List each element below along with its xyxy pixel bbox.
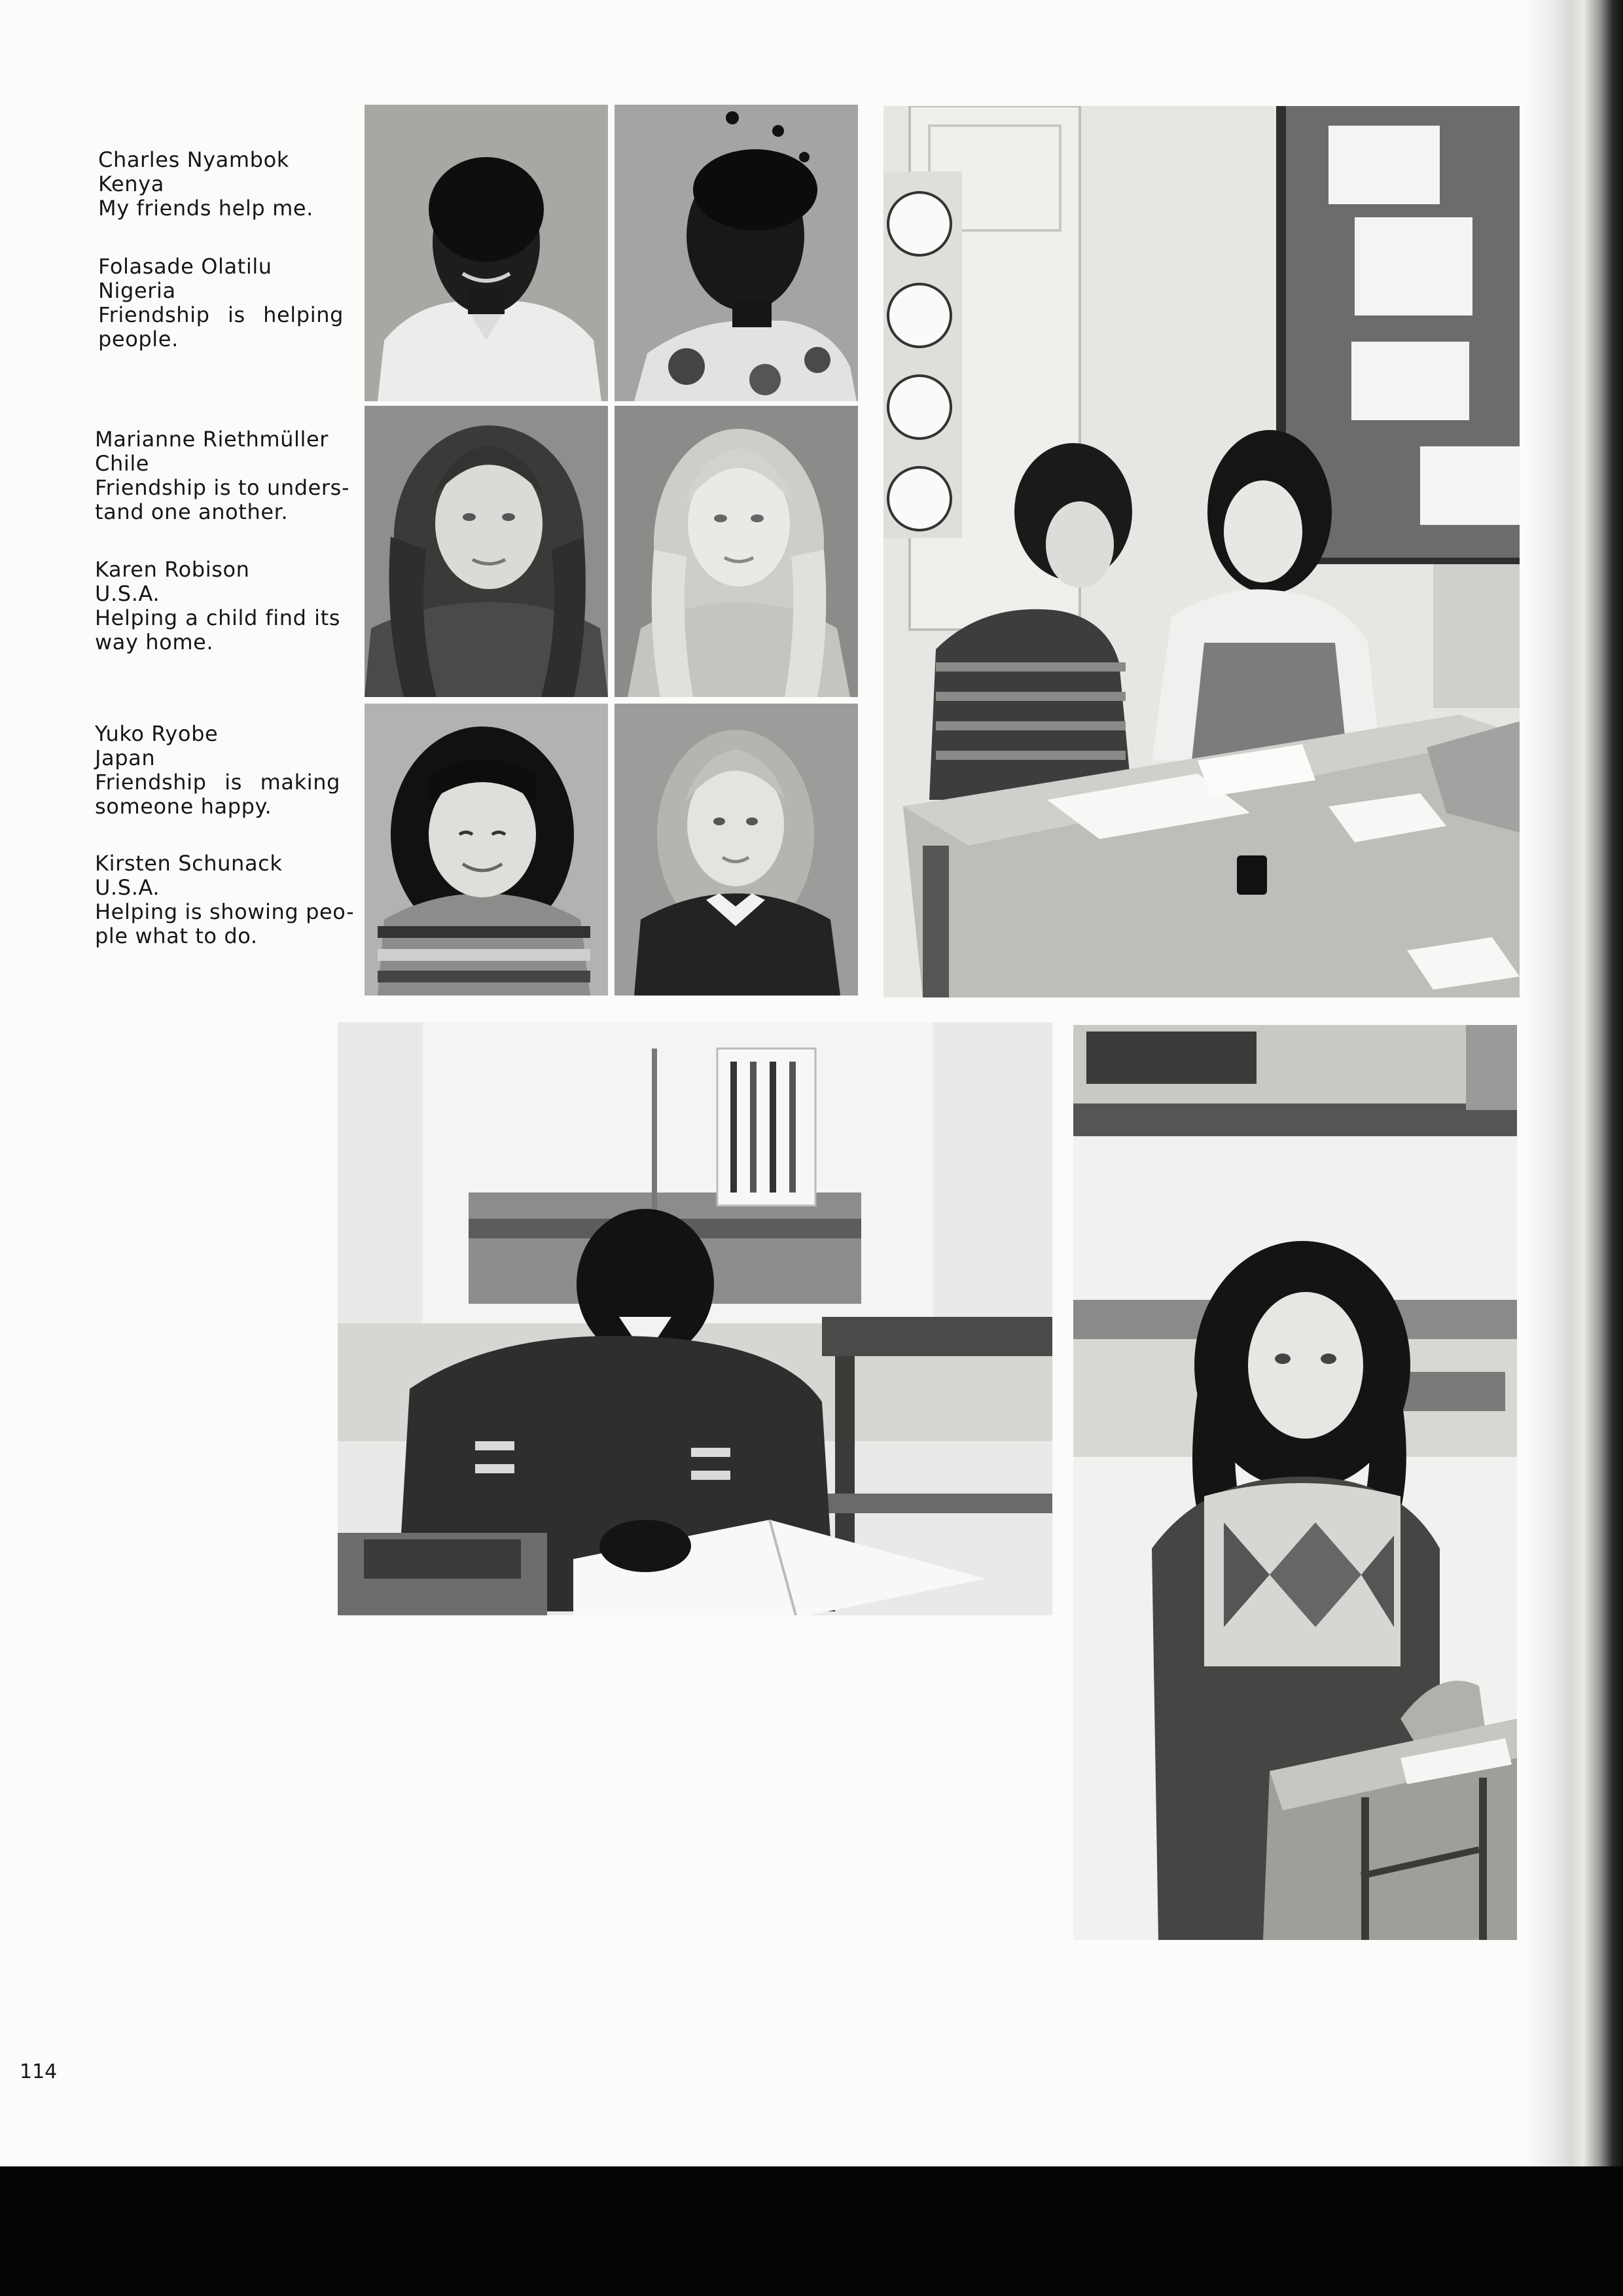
student-quote: Friendship is helping (98, 302, 344, 327)
student-quote: Friendship is making (95, 770, 340, 795)
classroom-photo-students-at-desk (883, 106, 1520, 997)
caption-folasade-olatilu (98, 255, 344, 351)
portrait-photo-charles-nyambok (365, 105, 608, 401)
classroom-photo-girl-at-desk (1073, 1025, 1517, 1940)
portrait-photo-marianne-riethmuller (365, 406, 608, 697)
student-quote-continued: people. (98, 327, 179, 351)
student-name: Charles Nyambok (98, 147, 289, 172)
student-country: Kenya (98, 171, 164, 196)
student-country: Nigeria (98, 278, 176, 303)
student-quote-continued: ple what to do. (95, 924, 258, 948)
caption-karen-robison (95, 558, 340, 655)
student-name: Yuko Ryobe (95, 721, 219, 746)
student-quote: Friendship is to unders- (95, 475, 350, 500)
student-name: Folasade Olatilu (98, 254, 272, 279)
caption-marianne-riethmuller (95, 427, 350, 524)
student-quote-continued: way home. (95, 630, 214, 655)
portrait-photo-folasade-olatilu (615, 105, 858, 401)
student-country: U.S.A. (95, 581, 160, 606)
page-number: 114 (20, 2060, 58, 2083)
student-quote: Helping is showing peo- (95, 899, 355, 924)
student-name: Kirsten Schunack (95, 851, 283, 876)
gutter-shadow (1525, 0, 1571, 2166)
portrait-photo-kirsten-schunack (615, 704, 858, 996)
student-quote: My friends help me. (98, 196, 313, 221)
student-name: Marianne Riethmüller (95, 427, 329, 452)
student-country: Japan (95, 745, 156, 770)
caption-yuko-ryobe (95, 722, 340, 819)
student-quote-continued: tand one another. (95, 499, 289, 524)
classroom-photo-boy-reading (338, 1022, 1052, 1615)
book-binding-edge (1571, 0, 1623, 2166)
student-quote: Helping a child find its (95, 605, 340, 630)
portrait-photo-karen-robison (615, 406, 858, 697)
caption-charles-nyambok (98, 148, 344, 221)
student-name: Karen Robison (95, 557, 250, 582)
portrait-photo-yuko-ryobe (365, 704, 608, 996)
caption-kirsten-schunack (95, 851, 355, 948)
student-quote-continued: someone happy. (95, 794, 272, 819)
student-country: U.S.A. (95, 875, 160, 900)
scan-background (0, 2166, 1623, 2296)
student-country: Chile (95, 451, 150, 476)
